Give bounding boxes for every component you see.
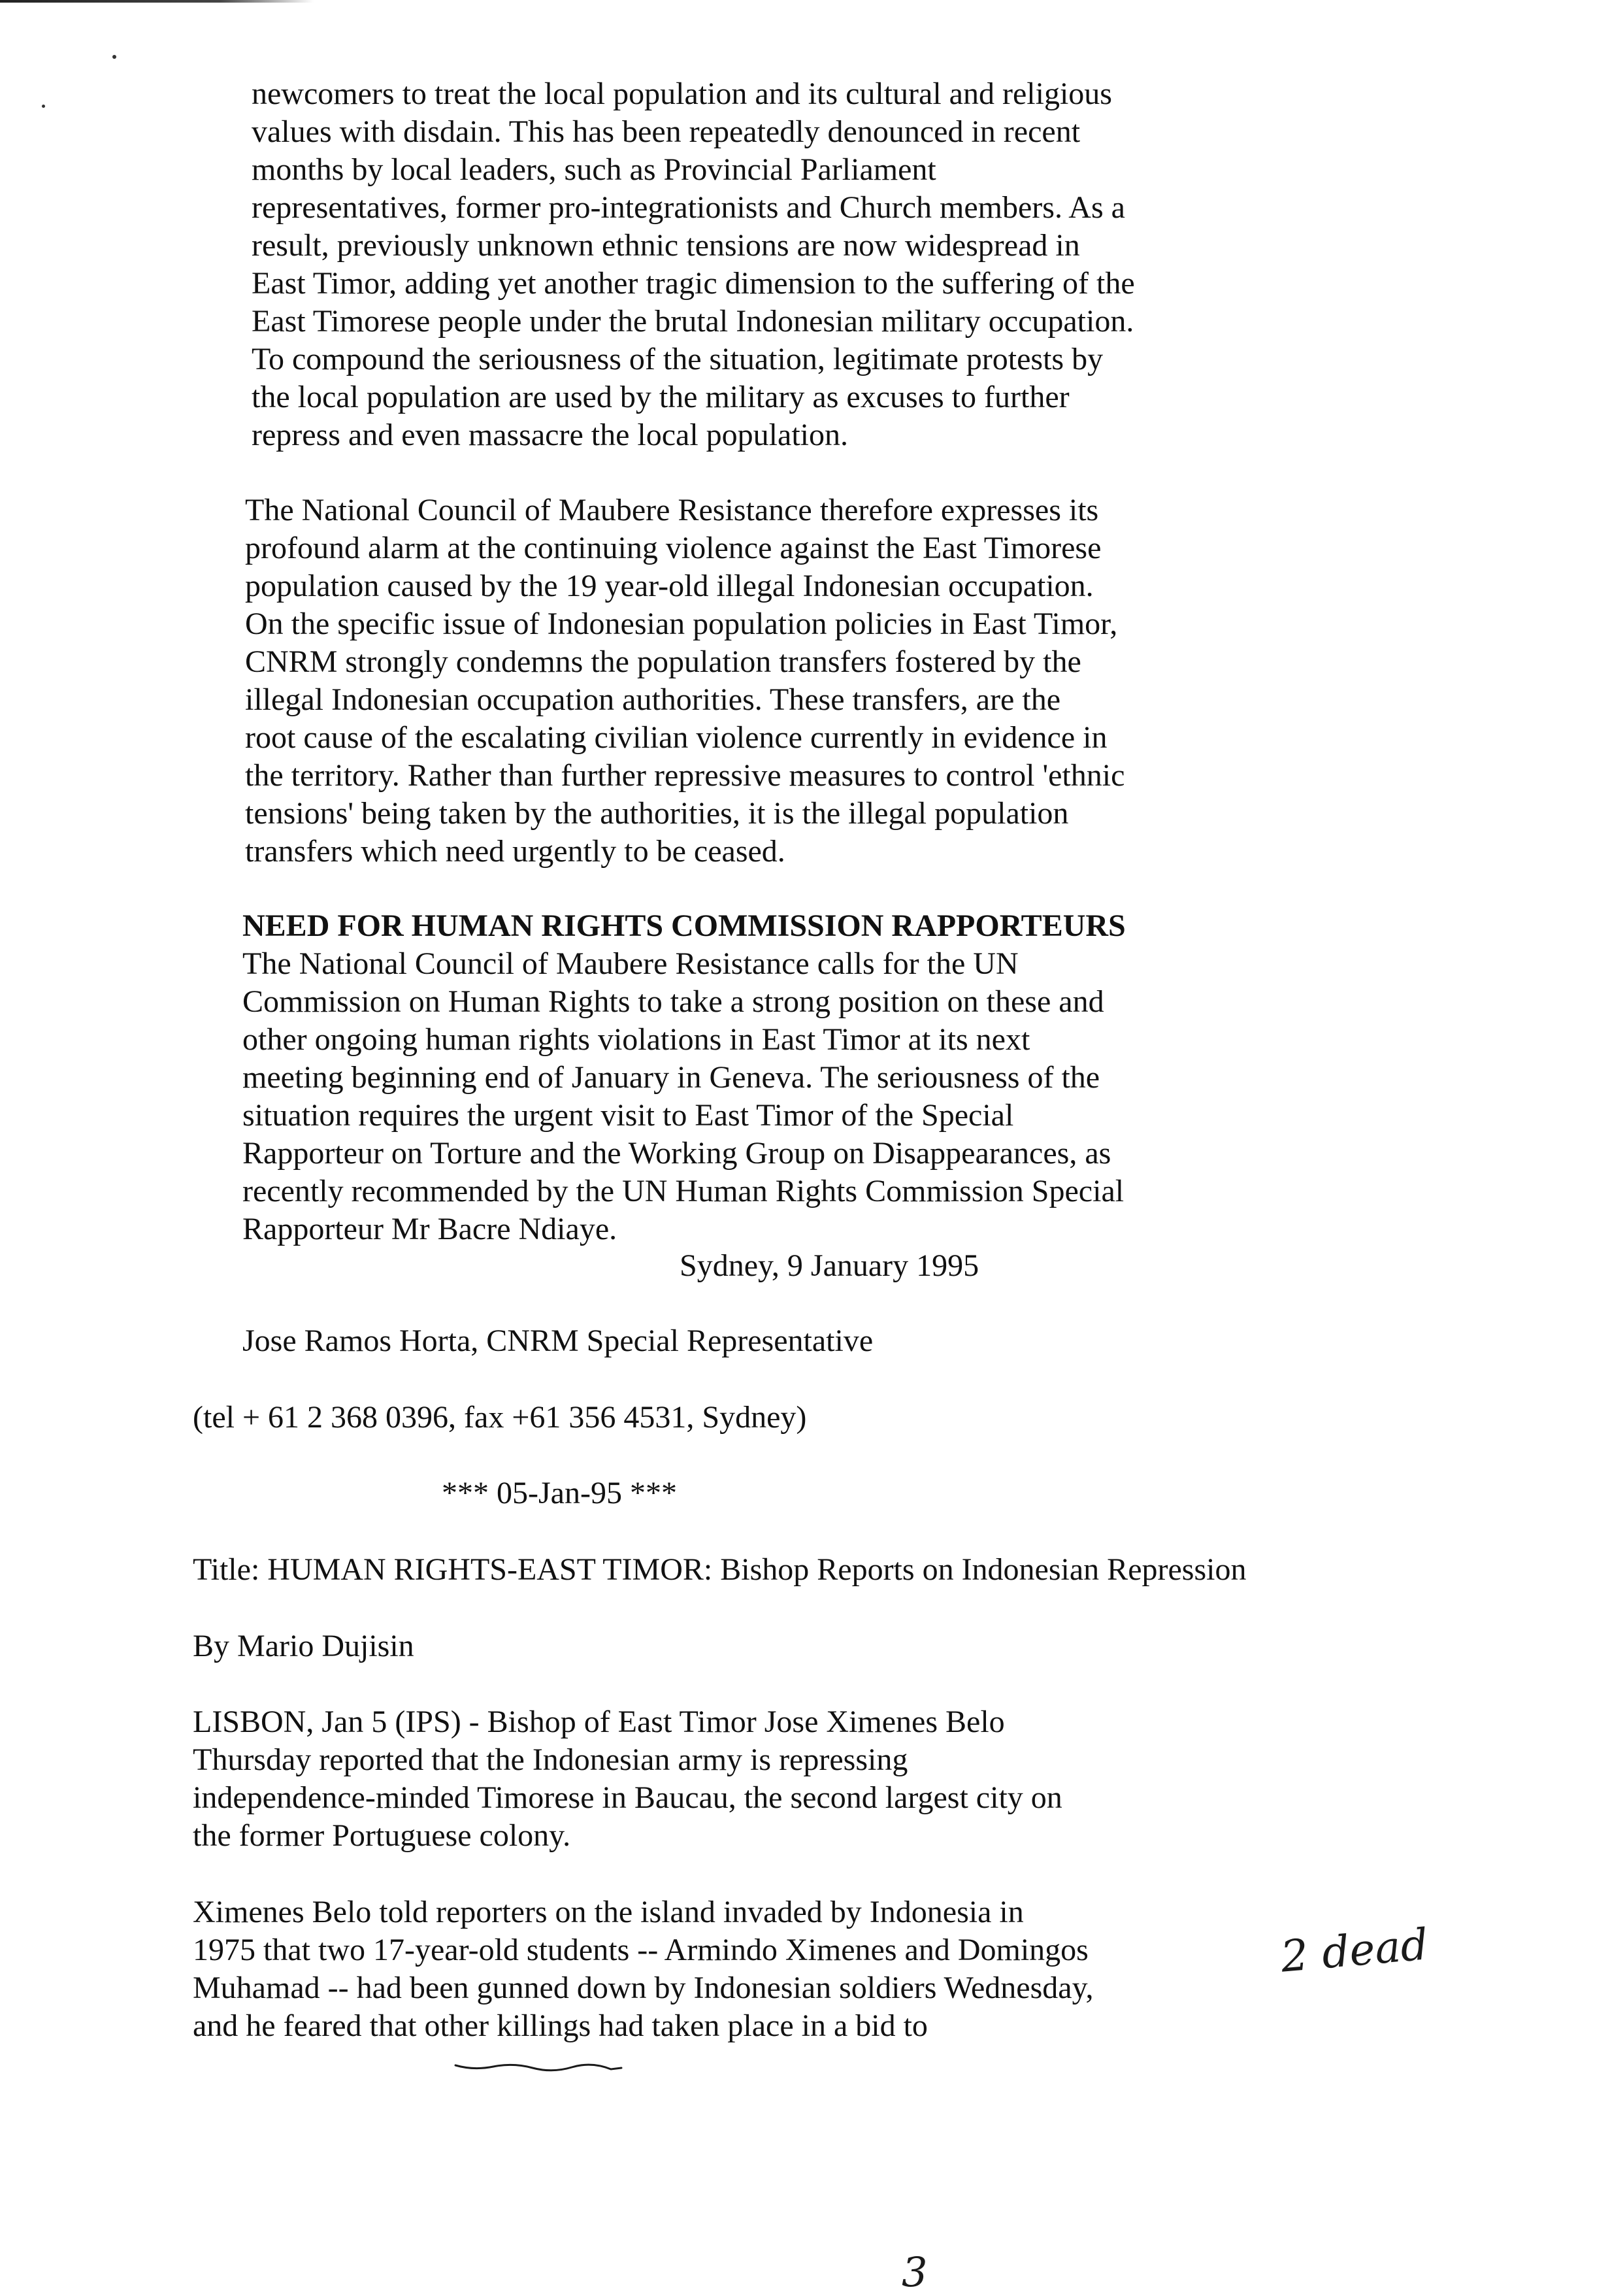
text-line: situation requires the urgent visit to East Timor of the Special — [242, 1098, 1014, 1133]
text-line: To compound the seriousness of the situation, legitimate protests by — [252, 342, 1104, 376]
text-line: CNRM strongly condemns the population transfers fostered by the — [245, 644, 1081, 679]
text-line: On the specific issue of Indonesian population policies in East Timor, — [245, 607, 1118, 641]
text-line: the local population are used by the military as excuses to further — [252, 380, 1070, 414]
text-line: profound alarm at the continuing violence against the East Timorese — [245, 531, 1102, 565]
text-line: and he feared that other killings had taken place in a bid to — [193, 2008, 928, 2043]
text-line: values with disdain. This has been repeatedly denounced in recent — [252, 114, 1081, 149]
text-line: recently recommended by the UN Human Rights Commission Special — [242, 1174, 1125, 1208]
text-line: Commission on Human Rights to take a strong position on these and — [242, 984, 1104, 1019]
text-line: 1975 that two 17-year-old students -- Armindo Ximenes and Domingos — [193, 1933, 1089, 1967]
paragraph-5 — [193, 1893, 1093, 2045]
paragraph-2 — [245, 491, 1125, 871]
text-line: The National Council of Maubere Resistance therefore expresses its — [245, 493, 1099, 527]
scan-speck — [42, 105, 45, 108]
byline: By Mario Dujisin — [193, 1629, 414, 1663]
text-line: East Timorese people under the brutal Indonesian military occupation. — [252, 304, 1134, 339]
text-line: months by local leaders, such as Provincial Parliament — [252, 152, 936, 187]
text-line: transfers which need urgently to be ceased. — [245, 834, 785, 869]
text-line: the territory. Rather than further repressive measures to control 'ethnic — [245, 758, 1125, 793]
text-line: Rapporteur on Torture and the Working Group on Disappearances, as — [242, 1136, 1111, 1171]
page-number: 3 — [902, 2248, 928, 2296]
article-title: Title: HUMAN RIGHTS-EAST TIMOR: Bishop Reports on Indonesian Repression — [193, 1552, 1247, 1587]
text-line: the former Portuguese colony. — [193, 1818, 571, 1853]
scan-edge-line — [0, 0, 314, 3]
text-line: result, previously unknown ethnic tensions are now widespread in — [252, 228, 1080, 263]
text-line: independence-minded Timorese in Baucau, the second largest city on — [193, 1780, 1062, 1815]
text-line: newcomers to treat the local population and its cultural and religious — [252, 76, 1112, 111]
text-line: The National Council of Maubere Resistance calls for the UN — [242, 946, 1019, 981]
text-line: root cause of the escalating civilian violence currently in evidence in — [245, 720, 1108, 755]
text-line: Rapporteur Mr Bacre Ndiaye. — [242, 1212, 617, 1246]
text-line: Ximenes Belo told reporters on the island invaded by Indonesia in — [193, 1895, 1024, 1929]
text-line: illegal Indonesian occupation authorities. These transfers, are the — [245, 682, 1060, 717]
text-line: tensions' being taken by the authorities, it is the illegal population — [245, 796, 1069, 831]
text-line: meeting beginning end of January in Geneva. The seriousness of the — [242, 1060, 1100, 1095]
paragraph-1 — [252, 75, 1135, 454]
paragraph-3 — [242, 945, 1124, 1248]
date-separator: *** 05-Jan-95 *** — [442, 1476, 677, 1510]
text-line: East Timor, adding yet another tragic dimension to the suffering of the — [252, 266, 1135, 301]
signoff: Jose Ramos Horta, CNRM Special Representative — [242, 1323, 874, 1358]
handwritten-note: 2 dead — [1279, 1919, 1430, 1982]
text-line: other ongoing human rights violations in East Timor at its next — [242, 1022, 1030, 1057]
dateline: Sydney, 9 January 1995 — [680, 1248, 979, 1283]
handwritten-underline — [454, 2060, 624, 2074]
text-line: repress and even massacre the local population. — [252, 418, 848, 452]
section-heading: NEED FOR HUMAN RIGHTS COMMISSION RAPPORTEURS — [242, 908, 1126, 943]
text-line: Thursday reported that the Indonesian army is repressing — [193, 1742, 908, 1777]
text-line: population caused by the 19 year-old illegal Indonesian occupation. — [245, 569, 1094, 603]
contact-line: (tel + 61 2 368 0396, fax +61 356 4531, Sydney) — [193, 1400, 807, 1435]
text-line: representatives, former pro-integrationists and Church members. As a — [252, 190, 1125, 225]
paragraph-4 — [193, 1703, 1062, 1855]
scan-speck — [112, 55, 116, 59]
text-line: Muhamad -- had been gunned down by Indonesian soldiers Wednesday, — [193, 1971, 1094, 2005]
text-line: LISBON, Jan 5 (IPS) - Bishop of East Timor Jose Ximenes Belo — [193, 1705, 1005, 1739]
